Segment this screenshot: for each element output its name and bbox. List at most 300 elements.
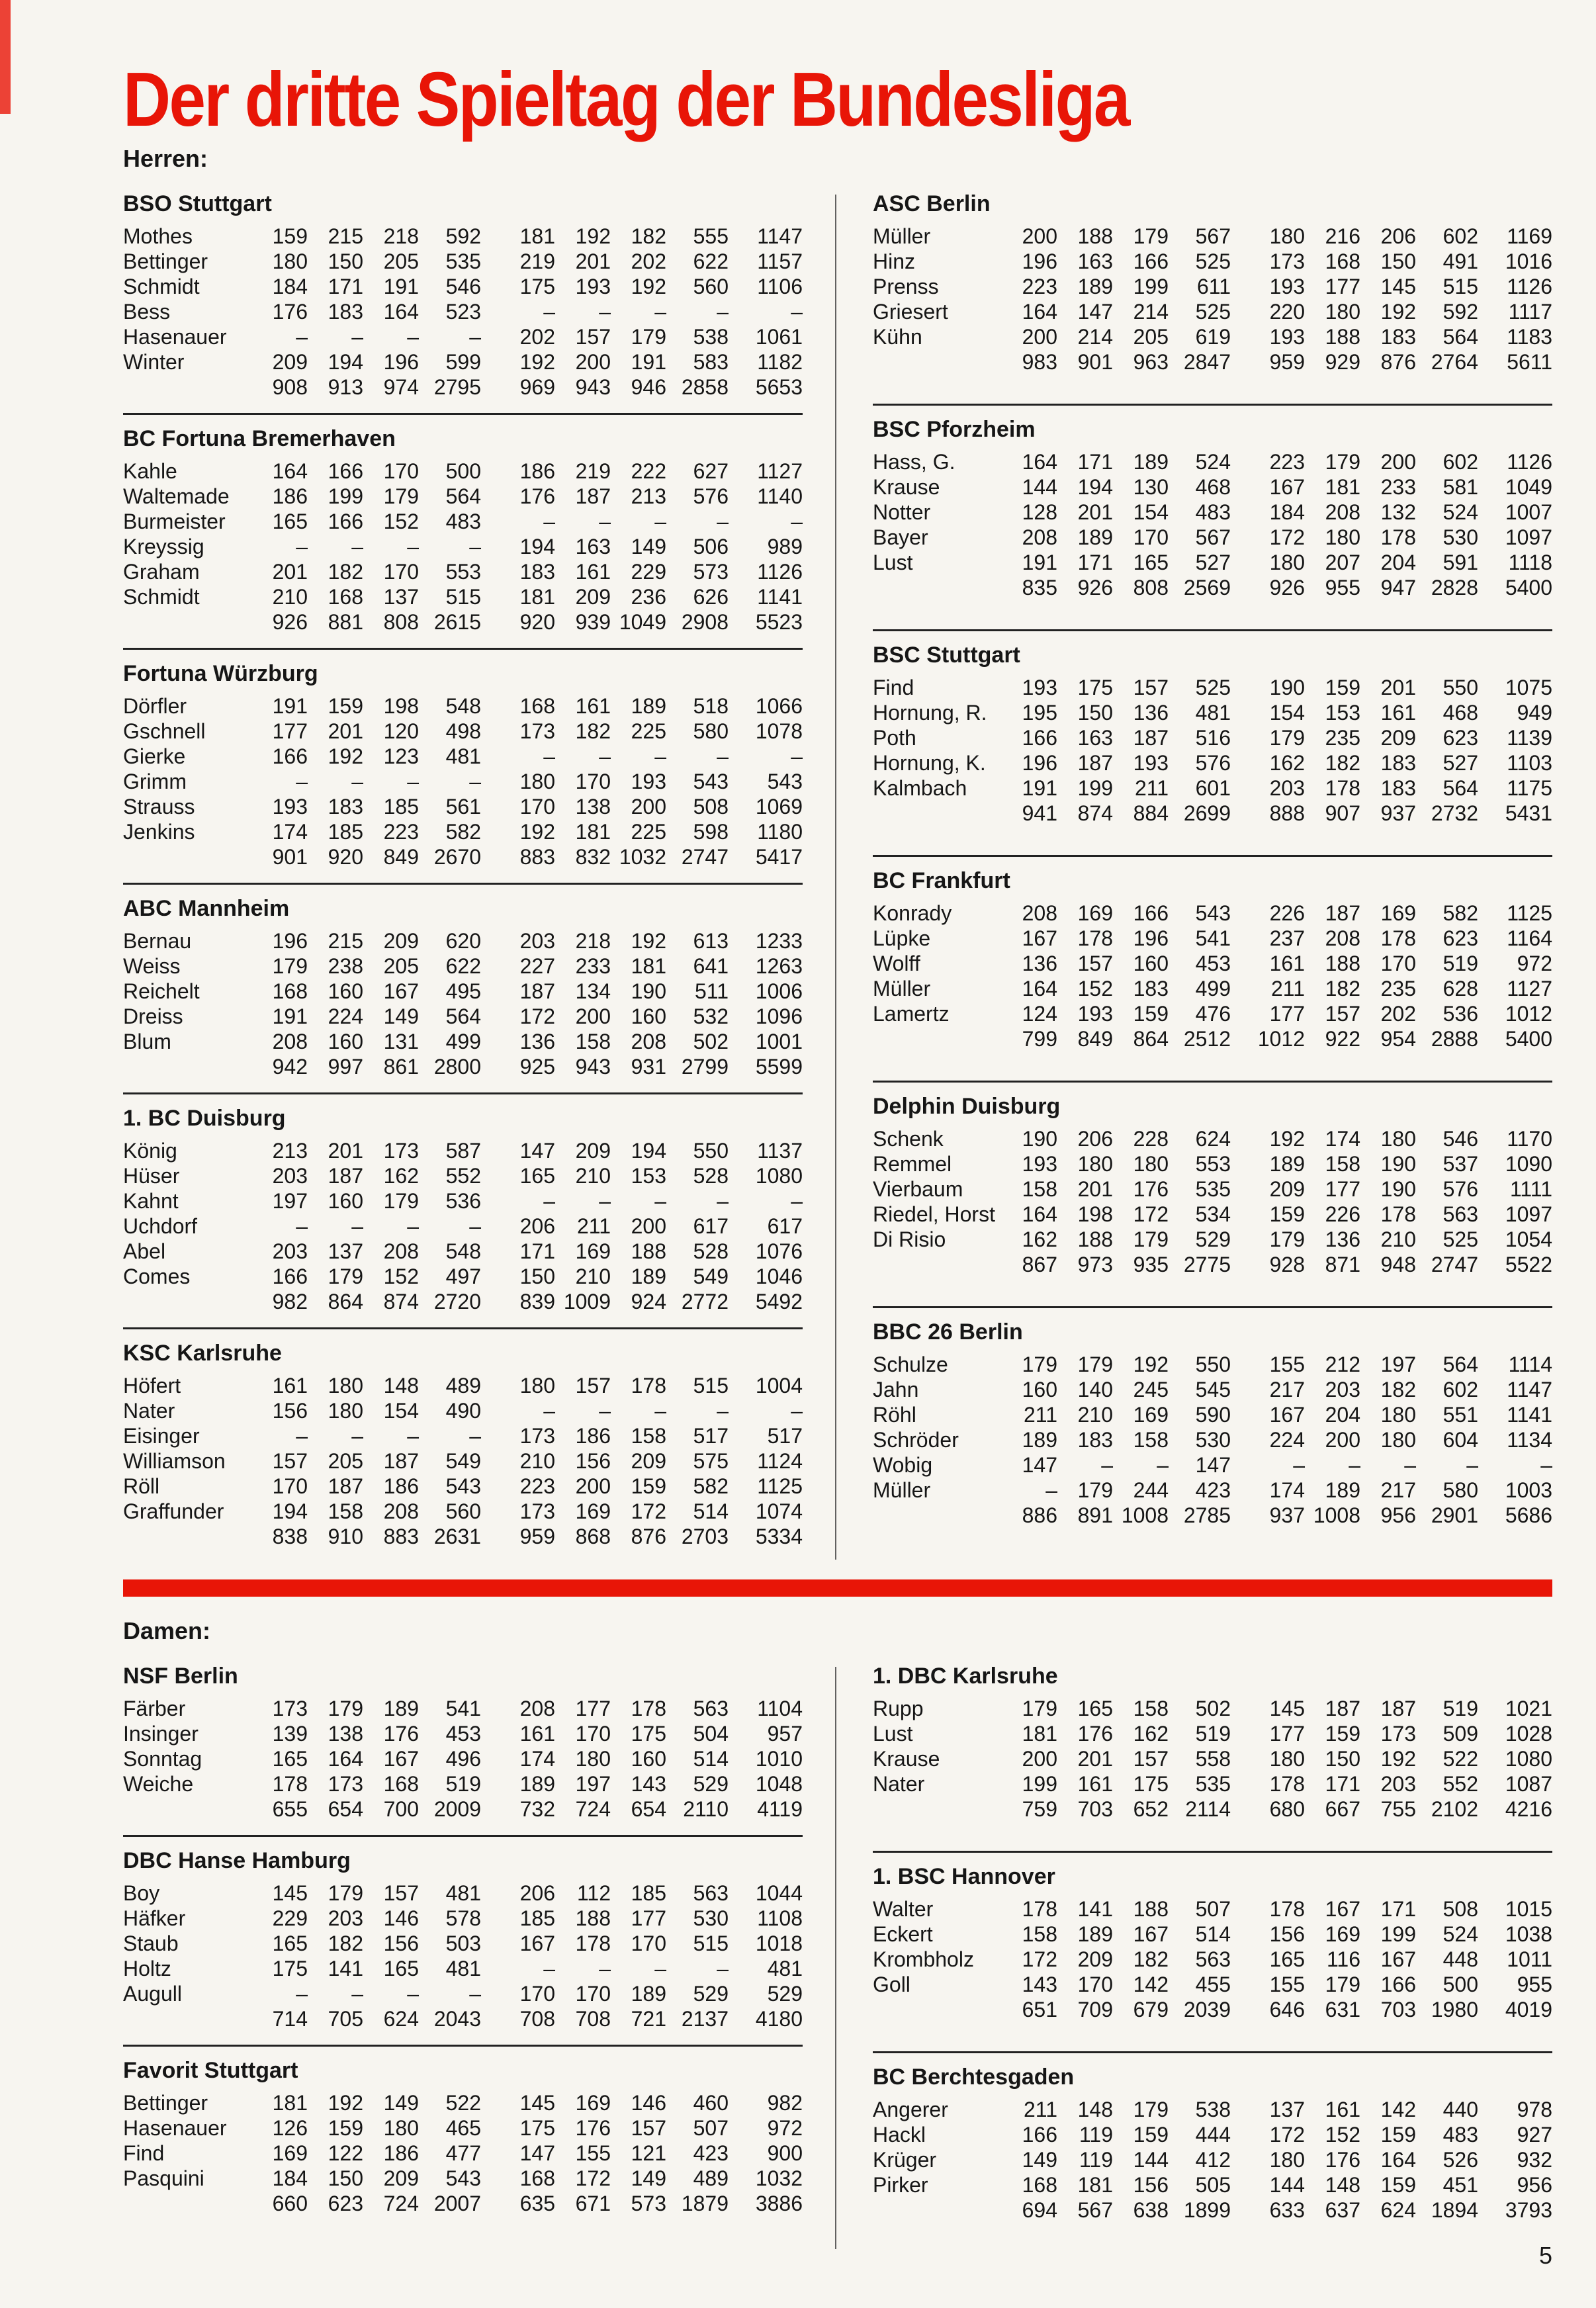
score-cell: 509 xyxy=(1442,1721,1478,1746)
score-cell: 563 xyxy=(693,1881,729,1905)
score-cell: – xyxy=(469,1214,481,1238)
player-name: Hüser xyxy=(123,1163,180,1188)
player-row xyxy=(873,700,1552,725)
score-cell: 529 xyxy=(693,1981,729,2006)
score-cell: 218 xyxy=(575,928,611,953)
score-cell: 481 xyxy=(445,1956,481,1980)
score-cell: 142 xyxy=(1133,1972,1169,1996)
score-cell: 641 xyxy=(693,954,729,978)
score-cell: – xyxy=(654,1956,666,1980)
player-row xyxy=(123,1721,803,1746)
score-cell: 183 xyxy=(1133,976,1169,1000)
totals-cell: 1980 xyxy=(1431,1997,1478,2021)
score-cell: 162 xyxy=(1133,1721,1169,1746)
score-cell: 158 xyxy=(631,1423,666,1448)
score-cell: 623 xyxy=(1442,926,1478,950)
grand-total-cell: 1015 xyxy=(1505,1896,1552,1921)
player-row xyxy=(123,979,803,1004)
section-columns xyxy=(123,1663,1552,2252)
grand-total-cell: 1157 xyxy=(757,249,803,273)
score-cell: 171 xyxy=(1077,449,1113,474)
grand-total-cell: 1141 xyxy=(1507,1402,1552,1427)
score-cell: 522 xyxy=(1442,1746,1478,1771)
score-cell: 180 xyxy=(272,249,308,273)
score-cell: 136 xyxy=(1325,1227,1360,1251)
grand-total-cell: 1114 xyxy=(1508,1352,1552,1376)
score-cell: – xyxy=(654,744,666,768)
score-cell: 192 xyxy=(1133,1352,1169,1376)
score-cell: 203 xyxy=(272,1239,308,1263)
grand-total-cell: 1016 xyxy=(1505,249,1552,273)
team-block xyxy=(873,404,1552,629)
score-cell: 536 xyxy=(445,1188,481,1213)
score-cell: 158 xyxy=(328,1499,363,1523)
score-cell: 179 xyxy=(1133,1227,1169,1251)
score-cell: – xyxy=(407,1981,419,2006)
score-cell: 532 xyxy=(693,1004,729,1028)
player-name: Lüpke xyxy=(873,926,931,950)
totals-cell: 624 xyxy=(383,2006,419,2031)
player-row xyxy=(873,249,1552,274)
score-cell: 201 xyxy=(575,249,611,273)
totals-cell: 849 xyxy=(383,844,419,869)
score-cell: 185 xyxy=(383,794,419,819)
score-cell: 499 xyxy=(445,1029,481,1053)
score-cell: 201 xyxy=(1077,1746,1113,1771)
score-cell: 176 xyxy=(383,1721,419,1746)
score-cell: 481 xyxy=(445,744,481,768)
score-cell: 205 xyxy=(1133,324,1169,349)
score-cell: 224 xyxy=(1269,1427,1305,1452)
score-cell: 483 xyxy=(1195,500,1231,524)
score-cell: 187 xyxy=(328,1474,363,1498)
score-cell: – xyxy=(1404,1452,1416,1477)
player-row xyxy=(123,769,803,794)
totals-cell: 5400 xyxy=(1505,1026,1552,1051)
player-row xyxy=(123,1004,803,1029)
score-cell: 194 xyxy=(519,534,555,558)
score-cell: 184 xyxy=(1269,500,1305,524)
score-cell: 188 xyxy=(1133,1896,1169,1921)
totals-cell: 680 xyxy=(1269,1797,1305,1821)
score-cell: 169 xyxy=(1325,1922,1360,1946)
score-cell: 180 xyxy=(519,1373,555,1398)
score-cell: 191 xyxy=(1022,550,1057,574)
score-cell: 164 xyxy=(328,1746,363,1771)
score-cell: 189 xyxy=(1022,1427,1057,1452)
score-cell: 189 xyxy=(1077,274,1113,298)
totals-cell: 2747 xyxy=(1431,1252,1478,1276)
score-cell: 202 xyxy=(631,249,666,273)
score-cell: – xyxy=(351,534,363,558)
totals-cell: 799 xyxy=(1022,1026,1057,1051)
player-name: Di Risio xyxy=(873,1227,946,1251)
totals-cell: 876 xyxy=(631,1524,666,1548)
score-cell: 198 xyxy=(1077,1202,1113,1226)
score-cell: 582 xyxy=(445,819,481,844)
player-row xyxy=(123,2166,803,2191)
score-cell: 197 xyxy=(272,1188,308,1213)
score-cell: 178 xyxy=(1380,1202,1416,1226)
score-cell: 208 xyxy=(383,1239,419,1263)
player-row xyxy=(873,550,1552,575)
score-cell: 183 xyxy=(1380,776,1416,800)
player-row xyxy=(123,1163,803,1188)
totals-cell: 709 xyxy=(1077,1997,1113,2021)
score-cell: 189 xyxy=(1077,525,1113,549)
score-cell: – xyxy=(351,769,363,793)
score-cell: 191 xyxy=(272,1004,308,1028)
player-row xyxy=(873,500,1552,525)
score-cell: 159 xyxy=(1133,2122,1169,2147)
score-cell: 499 xyxy=(1195,976,1231,1000)
totals-cell: 963 xyxy=(1133,349,1169,374)
score-cell: 208 xyxy=(631,1029,666,1053)
totals-cell: 974 xyxy=(383,375,419,399)
score-cell: 186 xyxy=(272,484,308,508)
score-cell: 181 xyxy=(575,819,611,844)
totals-cell: 2908 xyxy=(681,609,729,634)
totals-cell: 724 xyxy=(575,1797,611,1821)
grand-total-cell: 1010 xyxy=(755,1746,803,1771)
grand-total-cell: 1170 xyxy=(1507,1126,1552,1151)
score-cell: 186 xyxy=(519,459,555,483)
player-name: König xyxy=(123,1138,177,1163)
score-cell: 171 xyxy=(1325,1771,1360,1796)
score-cell: 160 xyxy=(1022,1377,1057,1401)
grand-total-cell: 1180 xyxy=(757,819,803,844)
player-name: Hinz xyxy=(873,249,916,273)
totals-cell: 868 xyxy=(575,1524,611,1548)
page-content xyxy=(123,56,1552,2252)
score-cell: 199 xyxy=(1133,274,1169,298)
score-cell: 193 xyxy=(272,794,308,819)
score-cell: 162 xyxy=(1022,1227,1057,1251)
score-cell: 168 xyxy=(272,979,308,1003)
score-cell: 158 xyxy=(1325,1151,1360,1176)
totals-cell: 1008 xyxy=(1121,1503,1169,1527)
totals-cell: 948 xyxy=(1380,1252,1416,1276)
score-cell: 190 xyxy=(1022,1126,1057,1151)
player-row xyxy=(873,675,1552,700)
player-name: Waltemade xyxy=(123,484,230,508)
score-cell: 209 xyxy=(575,1138,611,1163)
score-cell: 168 xyxy=(328,584,363,609)
player-row xyxy=(123,1214,803,1239)
totals-cell: 901 xyxy=(272,844,308,869)
score-cell: 244 xyxy=(1133,1478,1169,1502)
player-name: Prenss xyxy=(873,274,939,298)
player-row xyxy=(873,1922,1552,1947)
score-cell: 116 xyxy=(1326,1947,1360,1971)
score-cell: 187 xyxy=(383,1448,419,1473)
score-cell: 173 xyxy=(383,1138,419,1163)
score-cell: 211 xyxy=(1270,976,1305,1000)
score-cell: 209 xyxy=(1077,1947,1113,1971)
score-cell: 548 xyxy=(445,1239,481,1263)
score-cell: 165 xyxy=(519,1163,555,1188)
score-cell: 159 xyxy=(1269,1202,1305,1226)
grand-total-cell: 1126 xyxy=(757,559,803,584)
score-cell: 156 xyxy=(1269,1922,1305,1946)
player-row xyxy=(123,1956,803,1981)
team-totals-row xyxy=(873,2197,1552,2223)
score-cell: 157 xyxy=(575,1373,611,1398)
score-cell: 181 xyxy=(1325,474,1360,499)
score-cell: 511 xyxy=(694,979,729,1003)
score-cell: 178 xyxy=(1269,1771,1305,1796)
score-cell: 179 xyxy=(328,1264,363,1288)
team-totals-row xyxy=(873,1026,1552,1051)
player-name: Röll xyxy=(123,1474,160,1498)
score-cell: 211 xyxy=(576,1214,611,1238)
score-cell: 217 xyxy=(1269,1377,1305,1401)
score-cell: 200 xyxy=(575,1474,611,1498)
score-cell: 460 xyxy=(693,2090,729,2115)
grand-total-cell: 517 xyxy=(767,1423,803,1448)
score-cell: 193 xyxy=(1022,675,1057,699)
grand-total-cell: 1097 xyxy=(1505,525,1552,549)
team-name: ASC Berlin xyxy=(873,191,991,216)
score-cell: 169 xyxy=(272,2141,308,2165)
score-cell: – xyxy=(469,534,481,558)
column-left xyxy=(123,1663,803,2252)
score-cell: 235 xyxy=(1380,976,1416,1000)
player-row xyxy=(873,1227,1552,1252)
score-cell: – xyxy=(351,324,363,349)
player-name: Strauss xyxy=(123,794,195,819)
totals-cell: 2569 xyxy=(1183,575,1231,599)
score-cell: – xyxy=(654,1188,666,1213)
grand-total-cell: 529 xyxy=(767,1981,803,2006)
totals-cell: 3793 xyxy=(1505,2197,1552,2222)
totals-cell: 2137 xyxy=(681,2006,729,2031)
totals-cell: 937 xyxy=(1269,1503,1305,1527)
score-cell: 166 xyxy=(1022,725,1057,750)
score-cell: 502 xyxy=(693,1029,729,1053)
totals-cell: 703 xyxy=(1077,1797,1113,1821)
player-row xyxy=(123,584,803,609)
player-name: Winter xyxy=(123,349,185,374)
score-cell: 180 xyxy=(1269,1746,1305,1771)
player-row xyxy=(123,274,803,299)
player-row xyxy=(873,324,1552,349)
score-cell: 204 xyxy=(1380,550,1416,574)
score-cell: – xyxy=(717,744,729,768)
totals-cell: 925 xyxy=(519,1054,555,1079)
totals-cell: 2102 xyxy=(1431,1797,1478,1821)
score-cell: 181 xyxy=(519,224,555,248)
score-cell: 120 xyxy=(383,719,419,743)
grand-total-cell: 543 xyxy=(767,769,803,793)
score-cell: 503 xyxy=(445,1931,481,1955)
player-name: Kreyssig xyxy=(123,534,204,558)
totals-cell: 671 xyxy=(575,2191,611,2215)
score-cell: 229 xyxy=(272,1906,308,1930)
grand-total-cell: 617 xyxy=(767,1214,803,1238)
team-block xyxy=(873,1663,1552,1851)
player-name: Hornung, R. xyxy=(873,700,987,725)
score-cell: 193 xyxy=(1269,274,1305,298)
score-cell: 543 xyxy=(1195,901,1231,925)
score-cell: 150 xyxy=(328,249,363,273)
score-cell: 477 xyxy=(445,2141,481,2165)
totals-cell: 839 xyxy=(519,1289,555,1313)
score-cell: 619 xyxy=(1195,324,1231,349)
team-block xyxy=(123,883,803,1092)
score-cell: – xyxy=(1293,1452,1305,1477)
score-cell: 152 xyxy=(1077,976,1113,1000)
score-cell: 534 xyxy=(1195,1202,1231,1226)
score-cell: 611 xyxy=(1196,274,1231,298)
score-cell: 530 xyxy=(1442,525,1478,549)
score-cell: 590 xyxy=(1195,1402,1231,1427)
score-cell: 204 xyxy=(1325,1402,1360,1427)
score-cell: 440 xyxy=(1442,2097,1478,2121)
grand-total-cell: 1263 xyxy=(755,954,803,978)
totals-cell: 908 xyxy=(272,375,308,399)
team-name: Favorit Stuttgart xyxy=(123,2057,298,2083)
score-cell: – xyxy=(543,509,555,533)
score-cell: 199 xyxy=(1022,1771,1057,1796)
score-cell: 514 xyxy=(693,1499,729,1523)
score-cell: 226 xyxy=(1325,1202,1360,1226)
score-cell: 192 xyxy=(328,2090,363,2115)
score-cell: 166 xyxy=(272,1264,308,1288)
score-cell: 558 xyxy=(1195,1746,1231,1771)
score-cell: 497 xyxy=(445,1264,481,1288)
score-cell: 200 xyxy=(1380,449,1416,474)
score-cell: 525 xyxy=(1195,299,1231,324)
page-title: Der dritte Spieltag der Bundesliga xyxy=(123,56,1129,142)
score-cell: 622 xyxy=(693,249,729,273)
score-cell: 546 xyxy=(445,274,481,298)
score-cell: 189 xyxy=(1269,1151,1305,1176)
team-name: ABC Mannheim xyxy=(123,895,290,921)
team-block xyxy=(123,191,803,413)
player-row xyxy=(873,1947,1552,1972)
totals-cell: 924 xyxy=(631,1289,666,1313)
score-cell: 194 xyxy=(272,1499,308,1523)
score-cell: 145 xyxy=(519,2090,555,2115)
grand-total-cell: 1182 xyxy=(757,349,803,374)
score-cell: 121 xyxy=(631,2141,666,2165)
grand-total-cell: – xyxy=(791,1398,803,1423)
score-cell: 553 xyxy=(445,559,481,584)
score-cell: 149 xyxy=(631,534,666,558)
score-cell: 538 xyxy=(1195,2097,1231,2121)
player-row xyxy=(873,1771,1552,1797)
score-cell: – xyxy=(469,769,481,793)
score-cell: 181 xyxy=(272,2090,308,2115)
grand-total-cell: 1054 xyxy=(1505,1227,1552,1251)
score-cell: 160 xyxy=(631,1746,666,1771)
score-cell: 187 xyxy=(1133,725,1169,750)
score-cell: 563 xyxy=(1195,1947,1231,1971)
score-cell: 179 xyxy=(328,1881,363,1905)
score-cell: 176 xyxy=(1077,1721,1113,1746)
score-cell: 527 xyxy=(1195,550,1231,574)
score-cell: 141 xyxy=(328,1956,363,1980)
score-cell: 528 xyxy=(693,1163,729,1188)
score-cell: 209 xyxy=(575,584,611,609)
score-cell: 578 xyxy=(445,1906,481,1930)
score-cell: 535 xyxy=(445,249,481,273)
score-cell: 576 xyxy=(1195,750,1231,775)
score-cell: 517 xyxy=(693,1423,729,1448)
score-cell: 192 xyxy=(1380,1746,1416,1771)
grand-total-cell: 972 xyxy=(1517,951,1552,975)
score-cell: 166 xyxy=(1133,249,1169,273)
score-cell: 198 xyxy=(383,693,419,718)
totals-cell: 567 xyxy=(1077,2197,1113,2222)
totals-cell: 907 xyxy=(1325,801,1360,825)
grand-total-cell: 989 xyxy=(767,534,803,558)
grand-total-cell: 1097 xyxy=(1505,1202,1552,1226)
score-cell: 199 xyxy=(328,484,363,508)
score-cell: 592 xyxy=(1442,299,1478,324)
totals-cell: 2795 xyxy=(433,375,481,399)
score-cell: 175 xyxy=(631,1721,666,1746)
score-cell: 161 xyxy=(575,693,611,718)
score-cell: 491 xyxy=(1442,249,1478,273)
player-row xyxy=(873,901,1552,926)
score-cell: 170 xyxy=(1077,1972,1113,1996)
score-cell: 179 xyxy=(383,1188,419,1213)
grand-total-cell: 1021 xyxy=(1505,1696,1552,1720)
team-totals-row xyxy=(873,1252,1552,1277)
score-cell: 171 xyxy=(328,274,363,298)
player-row xyxy=(873,1972,1552,1997)
score-cell: 185 xyxy=(631,1881,666,1905)
score-cell: 155 xyxy=(1269,1352,1305,1376)
score-cell: 502 xyxy=(1195,1696,1231,1720)
score-cell: 145 xyxy=(272,1881,308,1905)
grand-total-cell: 982 xyxy=(767,2090,803,2115)
score-cell: 167 xyxy=(1325,1896,1360,1921)
score-cell: 167 xyxy=(383,979,419,1003)
score-cell: 555 xyxy=(693,224,729,248)
totals-cell: 5599 xyxy=(755,1054,803,1079)
score-cell: 209 xyxy=(631,1448,666,1473)
player-name: Krombholz xyxy=(873,1947,974,1971)
team-name: BC Frankfurt xyxy=(873,867,1010,893)
totals-cell: 2828 xyxy=(1431,575,1478,599)
score-cell: 592 xyxy=(445,224,481,248)
score-cell: 196 xyxy=(272,928,308,953)
score-cell: 179 xyxy=(1022,1696,1057,1720)
score-cell: 518 xyxy=(693,693,729,718)
player-row xyxy=(873,224,1552,249)
score-cell: 159 xyxy=(1380,2172,1416,2197)
score-cell: 168 xyxy=(519,693,555,718)
score-cell: 185 xyxy=(328,819,363,844)
score-cell: 180 xyxy=(1269,224,1305,248)
sections xyxy=(123,144,1552,2252)
score-cell: 504 xyxy=(693,1721,729,1746)
totals-cell: 861 xyxy=(383,1054,419,1079)
score-cell: 560 xyxy=(445,1499,481,1523)
grand-total-cell: 956 xyxy=(1517,2172,1552,2197)
score-cell: 217 xyxy=(1380,1478,1416,1502)
grand-total-cell: 1169 xyxy=(1507,224,1552,248)
score-cell: 131 xyxy=(383,1029,419,1053)
totals-cell: 939 xyxy=(575,609,611,634)
player-row xyxy=(873,1452,1552,1478)
totals-cell: 874 xyxy=(383,1289,419,1313)
team-totals-row xyxy=(873,1797,1552,1822)
totals-cell: 2720 xyxy=(433,1289,481,1313)
